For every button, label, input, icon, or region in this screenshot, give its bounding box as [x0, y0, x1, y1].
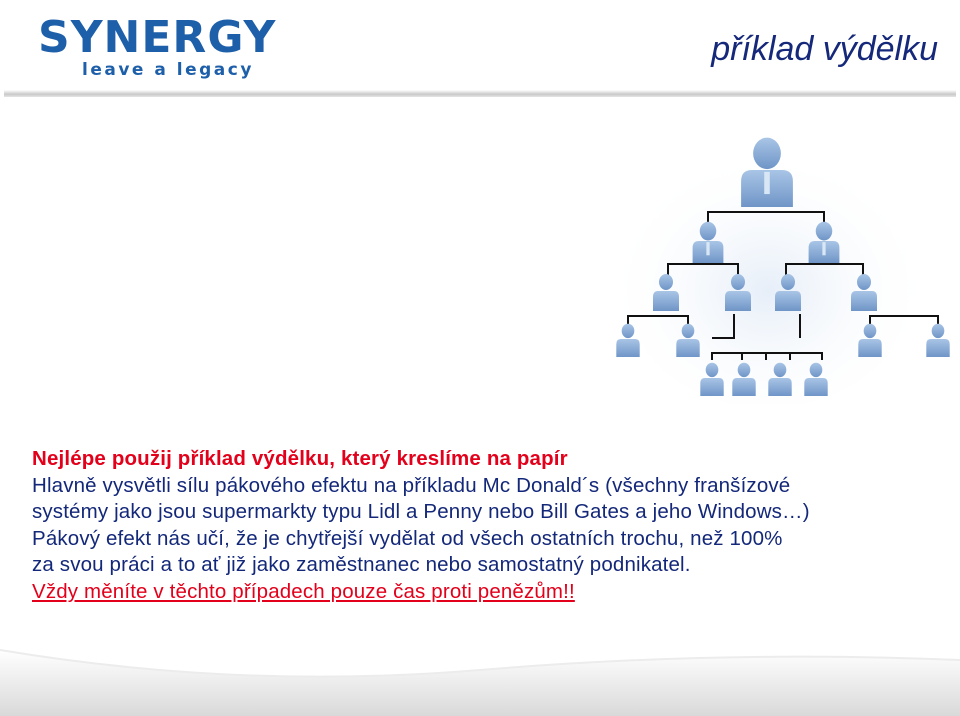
- synergy-logo: [38, 14, 288, 84]
- slide-title: příklad výdělku: [711, 30, 938, 68]
- logo-wordmark: SYNERGY: [38, 12, 277, 63]
- logo-tagline: leave a legacy: [82, 60, 254, 80]
- footer-wave-decoration: [0, 630, 960, 716]
- header-divider: [4, 90, 956, 97]
- body-line: systémy jako jsou supermarkty typu Lidl a Penny nebo Bill Gates a jeho Windows…): [32, 500, 810, 524]
- body-line: za svou práci a to ať již jako zaměstnanec nebo samostatný podnikatel.: [32, 553, 691, 577]
- slide-body: [32, 446, 942, 606]
- people-pyramid-icon: [608, 128, 958, 404]
- body-line: Hlavně vysvětli sílu pákového efektu na příkladu Mc Donald´s (všechny franšízové: [32, 473, 791, 497]
- body-line: Pákový efekt nás učí, že je chytřejší vydělat od všech ostatních trochu, než 100%: [32, 526, 783, 550]
- body-line-headline: Nejlépe použij příklad výdělku, který kreslíme na papír: [32, 447, 568, 470]
- body-line-conclusion: Vždy měníte v těchto případech pouze čas proti penězům!!: [32, 579, 575, 603]
